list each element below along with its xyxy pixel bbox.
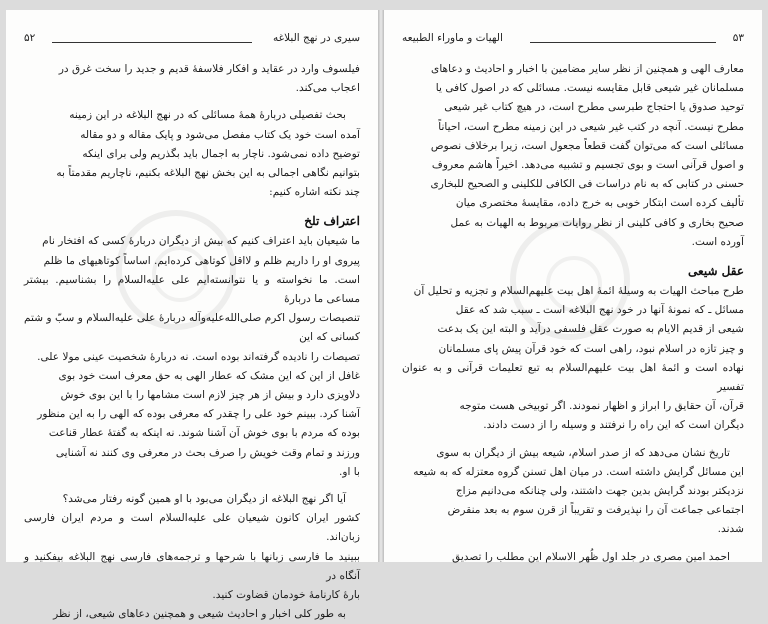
text-line: صحیح بخاری و کافی کلینی از نظر روایات مربوط به الهیات به عمل: [450, 216, 744, 229]
text-line: دلاویزی دارد و بیش از هر چیز لازم است مشامها را با این بوی خوش: [60, 389, 360, 402]
text-line: شیعی از قدیم الایام به صورت عقل فلسفی درآید و البته این یک بدعت: [437, 323, 744, 336]
text-line: با او.: [339, 465, 360, 478]
left-page-body: [24, 60, 360, 621]
text-line: اعجاب می‌کند.: [295, 82, 360, 95]
text-line: غافل از این که این مشک که عطار الهی به حق معرف است خود بوی: [58, 369, 360, 382]
text-line: بوده که مردم با بوی خوش آن آشنا شوند. نه اینکه به گفتهٔ عطار قناعت: [48, 427, 360, 440]
text-line: تاریخ نشان می‌دهد که از صدر اسلام، شیعه بیش از دیگران به سوی: [436, 446, 730, 459]
text-line: مسائلی است که می‌توان گفت قطعاً مجعول است، زیرا برخلاف نصوص: [430, 139, 744, 152]
text-line: نهاده است و ائمهٔ اهل بیت علیهم‌السلام به تبع تعلیمات قرآنی و به عنوان تفسیر: [402, 361, 744, 394]
text-line: ما شیعیان باید اعتراف کنیم که بیش از دیگران دربارهٔ کسی که افتخار نام: [42, 235, 360, 248]
page-number: ۵۳: [732, 32, 744, 44]
text-line: آمده است خود یک کتاب مفصل می‌شود و پایک مقاله و دو مقاله: [80, 128, 360, 141]
text-line: احمد امین مصری در جلد اول ظُهر الاسلام این مطلب را تصدیق: [452, 550, 730, 563]
text-line: کشور ایران کانون شیعیان علی علیه‌السلام است و مردم ایران فارسی زبان‌اند.: [24, 512, 360, 544]
header-rule: [530, 42, 716, 43]
text-line: به طور کلی اخبار و احادیث شیعی و همچنین دعاهای شیعی، از نظر: [53, 608, 346, 621]
page-number: ۵۲: [24, 32, 36, 44]
text-line: اجتماعی جماعت آن را نپذیرفت و تقریباً از قرن سوم به بعد منقرض: [447, 504, 744, 517]
text-line: مطرح نیست. آنچه در کتب غیر شیعی در این زمینه مطرح است، احیاناً: [438, 120, 744, 133]
text-line: ببینید ما فارسی زبانها با شرحها و ترجمه‌های فارسی نهج البلاغه بیفکنید و آنگاه در: [24, 550, 360, 582]
text-line: تصیصات را نادیده گرفته‌اند بوده است. نه دربارهٔ شخصیت عینی مولا علی.: [37, 350, 360, 363]
right-page-body: [402, 60, 744, 563]
text-line: و چیز تازه در اسلام نبود، راهی است که خود قرآن پیش پای مسلمانان: [438, 342, 744, 355]
right-running-head: [402, 32, 744, 48]
section-heading: اعتراف تلخ: [304, 214, 360, 229]
right-page: [384, 10, 762, 562]
text-line: است. ما نخواسته و یا نتوانسته‌ایم علی علیه‌السلام را بشناسیم. بیشتر مساعی ما دربارهٔ: [24, 273, 360, 306]
text-line: توحید صدوق یا احتجاج طبرسی مطرح است، در هیچ کتاب غیر شیعی: [444, 101, 744, 114]
text-line: این مسائل گرایش داشته است. در میان اهل تسنن گروه معتزله که به شیعه: [413, 465, 744, 478]
text-line: تألیف کرده است ابتکار خوبی به خرج داده، مقایسهٔ مختصری میان: [455, 197, 744, 210]
text-line: بتوانیم نگاهی اجمالی به این بخش نهج البلاغه بکنیم، ناچاریم مقدمتاً به: [56, 167, 360, 180]
text-line: مسلمانان غیر شیعی قابل مقایسه نیست. مسائلی که در اصول کافی یا: [435, 82, 744, 95]
text-line: قرآن، آن حقایق را ابراز و اظهار نمودند. اگر توبیخی هست متوجه: [459, 400, 744, 413]
text-line: پیروی او را داریم ظلم و لااقل کوتاهی کرده‌ایم. اساساً کوتاهیهای ما ظلم: [43, 254, 360, 267]
text-line: آیا اگر نهج البلاغه از دیگران می‌بود با او همین گونه رفتار می‌شد؟: [62, 493, 346, 506]
text-line: نزدیکتر بودند گرایش بدین جهت داشتند، ولی چنانکه می‌دانیم مزاج: [455, 485, 744, 498]
text-line: طرح مباحث الهیات به وسیلهٔ ائمهٔ اهل بیت علیهم‌السلام و تجزیه و تحلیل آن: [413, 285, 744, 298]
text-line: توضیح داده نمی‌شود. ناچار به اجمال باید بگذریم ولی برای اینکه: [82, 147, 360, 160]
running-title: الهیات و ماوراء الطبیعه: [402, 32, 503, 44]
text-line: و اصول قرآنی است و بوی تجسیم و تشبیه می‌دهد. اخیراً هاشم معروف: [431, 159, 744, 172]
text-line: آورده است.: [691, 235, 744, 248]
text-line: تنصیصات رسول اکرم صلی‌الله‌علیه‌وآله دربارهٔ علی علیه‌السلام و سبّ و شتم کسانی که این: [24, 312, 360, 344]
text-line: ورزند و تمام وقت خویش را صرف بحث در معرفی وی کنند نه آشنایی: [55, 446, 360, 459]
header-rule: [52, 42, 252, 43]
text-line: آشنا کرد. ببینم خود علی را چقدر که معرفی بوده که الهی را به این منظور: [37, 408, 360, 421]
text-line: بحث تفصیلی دربارهٔ همهٔ مسائلی که در نهج البلاغه در این زمینه: [69, 109, 346, 122]
text-line: مسائل ـ که نمونهٔ آنها در خود نهج البلاغه است ـ سبب شد که عقل: [455, 304, 744, 317]
text-line: معارف الهی و همچنین از نظر سایر مضامین با اخبار و احادیث و دعاهای: [431, 63, 744, 75]
text-line: فیلسوف وارد در عقاید و افکار فلاسفهٔ قدیم و جدید را سخت غرق در: [58, 63, 360, 75]
left-running-head: [24, 32, 360, 48]
section-heading: عقل شیعی: [688, 264, 744, 279]
text-line: شدند.: [717, 523, 744, 536]
running-title: سیری در نهج البلاغه: [273, 32, 360, 44]
text-line: حسنی در کتابی که به نام دراسات فی الکافی للکلینی و الصحیح للبخاری: [430, 178, 744, 191]
left-page: [6, 10, 378, 621]
text-line: بارهٔ کارنامهٔ خودمان قضاوت کنید.: [212, 589, 360, 602]
text-line: دیگران است که این راه را نرفتند و وسیله را از دست دادند.: [483, 419, 744, 432]
text-line: چند نکته اشاره کنیم:: [269, 186, 360, 199]
